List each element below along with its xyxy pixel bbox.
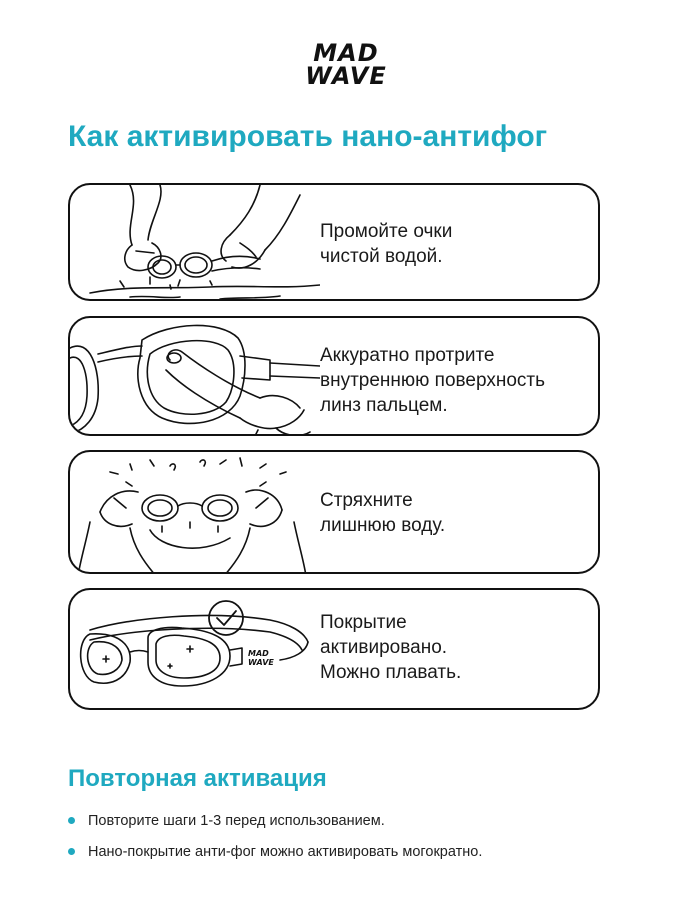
shake-goggles-illustration <box>70 452 320 574</box>
step-text-ready: Покрытие активировано. Можно плавать. <box>320 612 462 683</box>
rub-lens-illustration <box>70 318 320 436</box>
goggles-brand-line2: WAVE <box>248 658 274 667</box>
step-card-rinse <box>68 183 600 301</box>
checkmark-circle-icon <box>206 598 246 638</box>
brand-logo-line1: MAD <box>313 39 379 67</box>
rinse-goggles-illustration <box>70 185 320 301</box>
reactivation-list <box>68 812 482 874</box>
list-item <box>68 843 482 861</box>
step-card-shake <box>68 450 600 574</box>
list-item-text: Нано-покрытие анти-фог можно активировать могократно. <box>88 844 483 860</box>
brand-logo-line2: WAVE <box>305 62 387 90</box>
list-item <box>68 812 482 830</box>
bullet-dot-icon <box>68 848 75 855</box>
ready-goggles-illustration <box>70 590 320 710</box>
list-item-text: Повторите шаги 1-3 перед использованием. <box>88 813 385 829</box>
bullet-dot-icon <box>68 817 75 824</box>
page-title: Как активировать нано-антифог <box>68 120 548 153</box>
step-text-rub: Аккуратно протрите внутреннюю поверхность линз пальцем. <box>320 345 546 416</box>
step-card-ready <box>68 588 600 710</box>
brand-logo <box>286 39 406 90</box>
step-text-shake: Стряхните лишнюю воду. <box>320 490 446 536</box>
reactivation-title: Повторная активация <box>68 765 327 792</box>
goggles-brand-line1: MAD <box>248 649 269 658</box>
step-text-rinse: Промойте очки чистой водой. <box>320 221 453 267</box>
step-card-rub <box>68 316 600 436</box>
